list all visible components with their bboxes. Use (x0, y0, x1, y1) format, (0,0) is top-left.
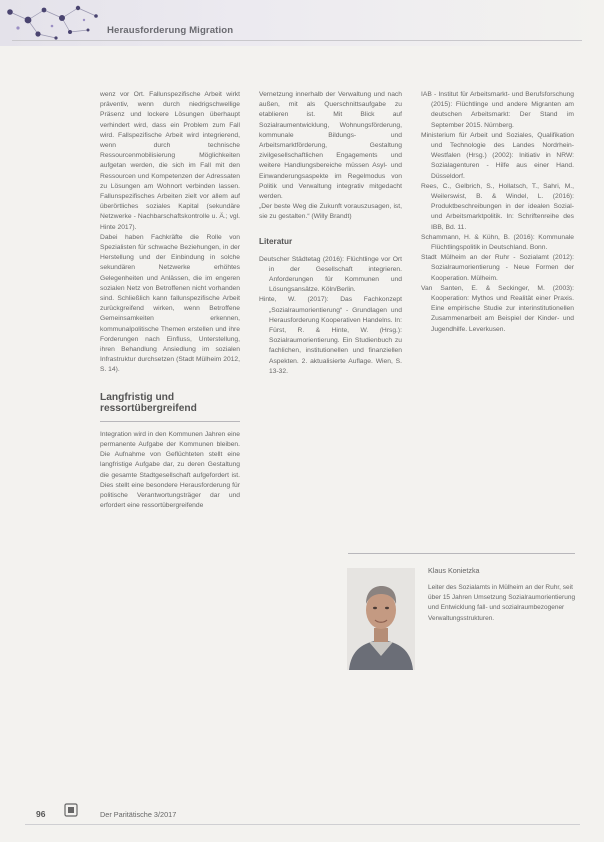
quote-paragraph: „Der beste Weg die Zukunft vorauszusagen, ist, sie zu gestalten.“ (Willy Brandt) (259, 203, 402, 221)
body-paragraph: wenz vor Ort. Fallunspezifische Arbeit wirkt präventiv, wenn durch niedrigschwellige Präsenz und lockere Lösungen überhaupt verhindert wird, dass ein Problem zum Fall wird. Fallspezifische Arbeit wird integrierend, wenn durch technische Ressourcenmobilisierung Möglichkeiten aufgetan werden, die sich im Fall mit den Ressourcen und Kompetenzen der Adressaten zu Lösungen am Wohnort verbinden lassen. Fallunspezifisches Arbeiten zielt vor allem auf überörtliches soziales Kapital (sekundäre Netzwerke - Nachbarschaftskontrolle u. Ä.; vgl. Hinte 2017). (100, 91, 240, 231)
journal-logo-icon (64, 803, 78, 817)
body-paragraph: Dabei haben Fachkräfte die Rolle von Spezialisten für schwache Beziehungen, in der Herstellung und der Einbindung in solche sekundären Netzwerke erhöhtes Gelegenheiten und Anlässen, die im engeren sozialen Netz von Betroffenen nicht vorhanden sind. Schließlich kann fallunspezifische Arbeit zurückgreifend wirken, wenn Betroffene Gemeinsamkeiten erkennen, kommunalpolitische Themen erstellen und ihre Forderungen nach Einfluss, Unterstellung, ihren Behandlung Ansiedlung im sozialen Infrastruktur durchsetzen (Stadt Mülheim 2012, S. 14). (100, 233, 240, 374)
portrait-illustration (347, 568, 415, 670)
footer-divider (25, 824, 580, 825)
page-number: 96 (36, 809, 46, 819)
reference-entry: IAB - Institut für Arbeitsmarkt- und Berufsforschung (2015): Flüchtlinge und andere Migranten am deutschen Arbeitsmarkt: Der Stand im September 2015. Nürnberg. (421, 91, 574, 129)
author-portrait (347, 568, 415, 670)
right-column (421, 90, 574, 335)
reference-entry: Schammann, H. & Kühn, B. (2016): Kommunale Flüchtlingspolitik in Deutschland. Bonn. (421, 233, 574, 252)
author-name: Klaus Konietzka (428, 566, 480, 575)
left-column (100, 90, 240, 511)
reference-entry: Ministerium für Arbeit und Soziales, Qualifikation und Technologie des Landes Nordrhein-Westfalen (Hrsg.) (2002): Initiativ in NRW: Sozialagenturen - Hilfe aus einer Hand. Düsseldorf. (421, 131, 574, 180)
reference-entry: Van Santen, E. & Seckinger, M. (2003): Kooperation: Mythos und Realität einer Praxis. Eine empirische Studie zur interinstitutionellen Zusammenarbeit am Beispiel der Kinder- und Jugendhilfe. Leverkusen. (421, 284, 574, 333)
section-subheading: Langfristig und ressortübergreifend (100, 391, 197, 415)
author-box-divider (348, 553, 575, 554)
reference-entry: Stadt Mülheim an der Ruhr - Sozialamt (2012): Sozialraumorientierung - Neue Formen der Kooperation. Mülheim. (421, 254, 574, 282)
body-paragraph: Integration wird in den Kommunen Jahren eine permanente Aufgabe der Kommunen bleiben. Die Aufnahme von Geflüchteten stellt eine langfristige Aufgabe dar, zu deren Gestaltung die gesamte Stadtgesellschaft aufgefordert ist. Dies stellt eine besondere Herausforderung für politische Verantwortungsträger dar und erfordert eine ressortübergreifende (100, 430, 240, 510)
author-bio: Leiter des Sozialamts in Mülheim an der Ruhr, seit über 15 Jahren Umsetzung Sozialraumorientierung und Entwicklung fall- und sozialraumbezogener Verwaltungsstrukturen. (428, 584, 576, 622)
running-header-title: Herausforderung Migration (107, 25, 234, 36)
reference-entry: Deutscher Städtetag (2016): Flüchtlinge vor Ort in der Gesellschaft integrieren. Anforderungen für Kommunen und Lösungsansätze. Köln/Berlin. (259, 255, 402, 294)
journal-issue: Der Paritätische 3/2017 (100, 810, 177, 819)
reference-entry: Hinte, W. (2017): Das Fachkonzept „Sozialraumorientierung“ - Grundlagen und Herausforderung Kooperativen Handelns. In: Fürst, R. & Hinte, W. (Hrsg.): Sozialraumorientierung. Ein Studienbuch zu fachlichen, institutionellen und finanziellen Aspekten. 2. aktualisierte Auflage. Wien, S. 13-32. (259, 296, 402, 375)
body-paragraph: Vernetzung innerhalb der Verwaltung und nach außen, mit als Querschnittsaufgabe zu etablieren ist. Mit Blick auf Sozialraumentwicklung, Wohnungsförderung, kommunale Bildungs- und Arbeitsmarktförderung, Gestaltung zivilgesellschaftlichen Engagements und weitere Handlungsbereiche müssen Asyl- und Einwanderungsaspekte im Regelmodus von Politik und Verwaltung integrativ mitgedacht werden. (259, 91, 402, 201)
header-divider (12, 40, 582, 41)
literature-heading: Literatur (259, 236, 293, 246)
reference-entry: Rees, C., Gelbrich, S., Hollatsch, T., Sahri, M., Weilerswist, B. & Windel, L. (2016): Produktbeschreibungen in der idealen Sozial- und Arbeitsmarktpolitik. In: Schriftenreihe des IBB, Bd. 11. (421, 182, 574, 231)
middle-column (259, 90, 402, 377)
subheading-divider (100, 421, 240, 422)
